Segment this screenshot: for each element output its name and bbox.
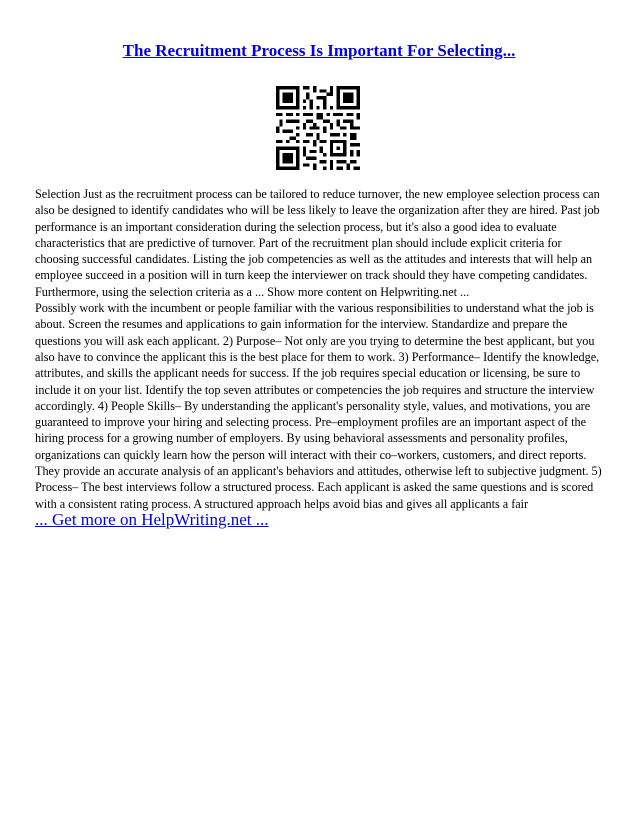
document-body [35,186,605,512]
paragraph-selection: Selection Just as the recruitment process can be tailored to reduce turnover, the new employee selection process can also be designed to identify candidates who will be less likely to leave the organization after they are hired. Past job performance is an important consideration during the selection process, but it's also a good idea to evaluate characteristics that are predictive of turnover. Part of the recruitment plan should include explicit criteria for choosing successful candidates. Listing the job competencies as well as the attitudes and interests that will help an employee succeed in a position will in turn keep the interviewer on track should they have competing candidates. Furthermore, using the selection criteria as a ... Show more content on Helpwriting.net ... [35,187,600,299]
qr-code-icon [276,86,360,170]
get-more-link[interactable]: ... Get more on HelpWriting.net ... [35,510,269,529]
document-title-link[interactable]: The Recruitment Process Is Important For Selecting... [122,41,516,60]
paragraph-interview-steps: Possibly work with the incumbent or people familiar with the various responsibilities to understand what the job is about. Screen the resumes and applications to gain information for the interview. Standardize and prepare the questions you will ask each applicant. 2) Purpose– Not only are you trying to determine the best applicant, but you also have to convince the applicant this is the best place for them to work. 3) Performance– Identify the knowledge, attributes, and skills the applicant needs for success. If the job requires special education or licensing, be sure to include it on your list. Identify the top seven attributes or competencies the job requires and structure the interview accordingly. 4) People Skills– By understanding the applicant's personality style, values, and motivations, you are guaranteed to improve your hiring and selecting process. Pre–employment profiles are an important aspect of the hiring process for a growing number of employers. By using behavioral assessments and personality profiles, organizations can quickly learn how the person will interact with their co–workers, customers, and direct reports. They provide an accurate analysis of an applicant's behaviors and attitudes, otherwise left to subjective judgment. 5) Process– The best interviews follow a structured process. Each applicant is asked the same questions and is scored with a consistent rating process. A structured approach helps avoid bias and gives all applicants a fair [35,301,602,511]
